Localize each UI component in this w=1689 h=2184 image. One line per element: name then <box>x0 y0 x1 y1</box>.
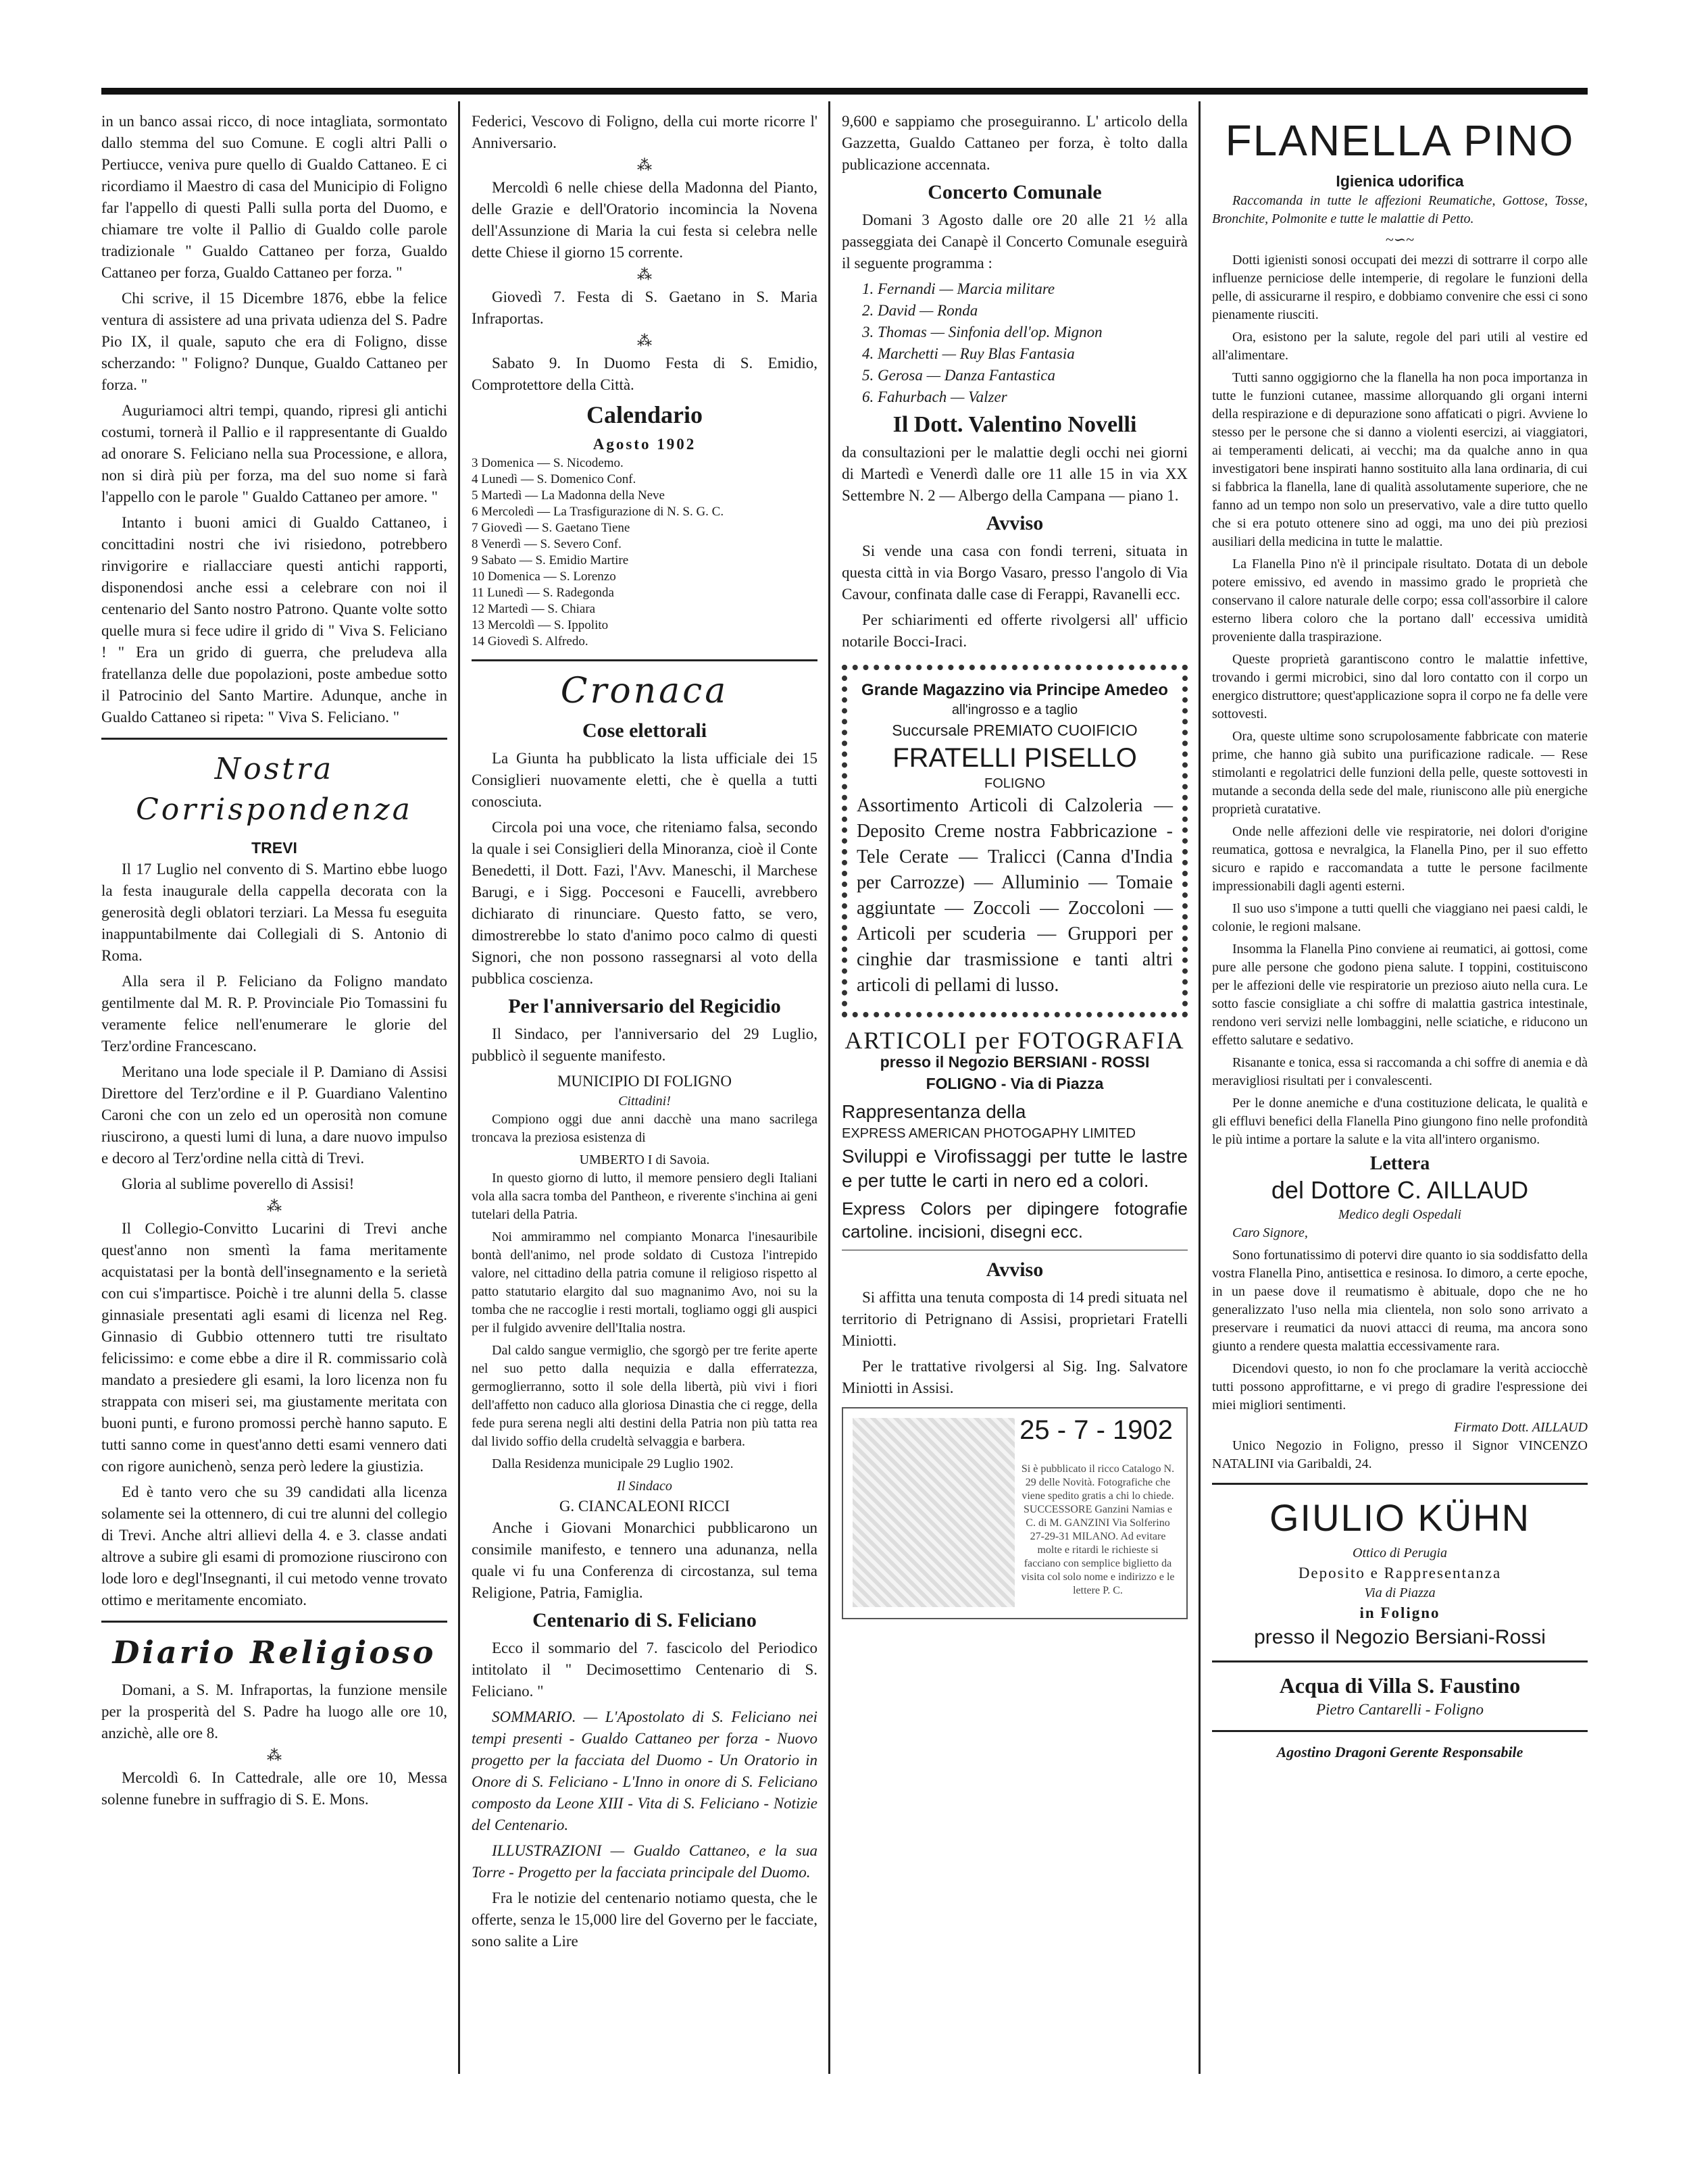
paragraph: Chi scrive, il 15 Dicembre 1876, ebbe la felice ventura di assistere ad una privata udienza del S. Padre Pio IX, il quale, saputo che era di Foligno, disse scherzando: " Foligno? Dunque, Gualdo Cattaneo per forza. " <box>101 290 447 393</box>
ad-illustration <box>853 1418 1015 1607</box>
column-4 <box>1212 111 1588 2063</box>
section-rule <box>1212 1660 1588 1662</box>
program-item: 3. Thomas — Sinfonia dell'op. Mignon <box>862 324 1103 340</box>
program-item: 1. Fernandi — Marcia militare <box>862 280 1055 297</box>
column-3 <box>842 111 1188 2063</box>
paragraph: Si affitta una tenuta composta di 14 predi situata nel territorio di Petrignano di Assisi, proprietari Fratelli Miniotti. <box>842 1289 1188 1349</box>
calendar-item: 11 Lunedì — S. Radegonda <box>472 586 614 600</box>
ornament: ~∽~ <box>1385 231 1415 248</box>
manifesto-text: In questo giorno di lutto, il memore pensiero degli Italiani vola alla sacra tomba del Pantheon, e riverente s'inchina ai geni tutelari della Patria. <box>472 1171 817 1222</box>
column-rule <box>1199 101 1201 2074</box>
paragraph: ILLUSTRAZIONI — Gualdo Cattaneo, e la sua Torre - Progetto per la facciata principale del Duomo. <box>472 1842 817 1881</box>
asterism: ⁂ <box>267 1198 282 1215</box>
calendar-item: 8 Venerdì — S. Severo Conf. <box>472 537 622 551</box>
ad-line: all'ingrosso e a taglio <box>951 703 1078 717</box>
section-rule <box>101 1621 447 1623</box>
paragraph: Tutti sanno oggigiorno che la flanella ha non poca importanza in tutte le funzioni cutanee, massime allorquando gli organi interni della respirazione e di depurazione sono affaticati o pigri. Avviene lo stesso per le persone che si danno a violenti esercizi, ai viaggiatori, ai temperamenti delicati, ai vecchi; ma da qualche anno in qua investigatori bene inspirati hanno sostituito alla lana ordinaria, di cui si fabbrica la flanella, lane di qualità assolutamente superiore, che ne fanno ad un tempo non solo un preservativo, vale a dire tutto quello che si era potuto ottenere sino ad oggi, ma uno dei più preziosi ausiliari della medicina in tutte le malattie. <box>1212 370 1588 549</box>
asterism: ⁂ <box>267 1747 282 1764</box>
paragraph: Per le donne anemiche e d'una costituzione delicata, le qualità e gli effluvi benefici della Flanella Pino giungono fino nelle profondità le più intime a portare la salute e la vita all'intero organismo. <box>1212 1096 1588 1147</box>
paragraph: da consultazioni per le malattie degli occhi nei giorni di Martedì e Venerdì dalle ore 11 alle 15 in via XX Settembre N. 2 — Albergo della Campana — piano 1. <box>842 444 1188 504</box>
heading: Cose elettorali <box>582 719 707 742</box>
heading: Avviso <box>986 512 1044 534</box>
paragraph: 9,600 e sappiamo che proseguiranno. L' articolo della Gazzetta, Gualdo Cattaneo per forza, è tolto dalla publicazione accennata. <box>842 113 1188 173</box>
signature-name: G. CIANCALEONI RICCI <box>559 1498 730 1515</box>
paragraph: Anche i Giovani Monarchici pubblicarono un consimile manifesto, e tennero una adunanza, nella quale vi fu una Conferenza di circostanza, sul tema Religione, Patria, Famiglia. <box>472 1519 817 1601</box>
paragraph: Meritano una lode speciale il P. Damiano di Assisi Direttore del Terz'ordine e il P. Guardiano Valentino Caroni che con un zelo ed un operosità non comune riuscirono, a questi lumi di luna, a dare nuovo impulso e decoro al Terz'ordine nella città di Trevi. <box>101 1063 447 1167</box>
ad-line: Deposito e Rappresentanza <box>1298 1565 1502 1581</box>
dateline: TREVI <box>251 839 297 857</box>
ad-line: EXPRESS AMERICAN PHOTOGAPHY LIMITED <box>842 1126 1136 1141</box>
calendar-item: 12 Martedì — S. Chiara <box>472 602 596 616</box>
paragraph: Onde nelle affezioni delle vie respiratorie, nei dolori d'origine reumatica, gottosa e nevralgica, la Flanella Pino, per il suo effetto sicuro e rapido e raccomandata a tutte le persone facilmente impressionabili dagli agenti esterni. <box>1212 824 1588 894</box>
calendar-title: Calendario <box>586 401 703 428</box>
paragraph: in un banco assai ricco, di noce intagliata, sormontato dallo stemma del suo Comune. E cogli altri Palli o Pertiucce, veniva pure quello di Gualdo Cattaneo. E ci ricordiamo il Maestro di casa del Municipio di Foligno far l'appello di questi Palli sulla porta del Duomo, e chiamare tre volte il Pallio di Gualdo colle parole tradizionale " Gualdo Cattaneo per forza, Gualdo Cattaneo per forza, Gualdo Cattaneo per forza. " <box>101 113 447 281</box>
paragraph: Auguriamoci altri tempi, quando, ripresi gli antichi costumi, tornerà il Pallio e il rappresentante di Gualdo ad onorare S. Feliciano nella sua Processione, e allora, non si dirà più per forza, ma del suo nome si farà l'appello con le parole " Gualdo Cattaneo per amore. " <box>101 402 447 505</box>
heading: Avviso <box>986 1259 1044 1281</box>
calendar-item: 14 Giovedì S. Alfredo. <box>472 634 588 649</box>
signature: Firmato Dott. AILLAUD <box>1454 1420 1588 1435</box>
manifesto-salutation: Cittadini! <box>618 1094 671 1109</box>
calendar-item: 3 Domenica — S. Nicodemo. <box>472 456 624 470</box>
calendar-month: Agosto 1902 <box>593 436 697 453</box>
manifesto-text: Noi ammirammo nel compianto Monarca l'inesauribile bontà dell'animo, nel prode soldato di Custoza l'intrepido valore, nel cittadino della patria comune il religioso rispetto al patto statutario elargito dal suo magnanimo Avo, noi su la tomba che ne raccoglie i resti mortali, togliamo oggi gli auspici per il fulgido avvenire dell'Italia nostra. <box>472 1229 817 1336</box>
program-item: 4. Marchetti — Ruy Blas Fantasia <box>862 345 1075 362</box>
paragraph: Domani, a S. M. Infraportas, la funzione mensile per la prosperità del S. Padre ha luogo alle ore 10, anzichè, alle ore 8. <box>101 1681 447 1742</box>
ad-line: Via di Piazza <box>1364 1585 1436 1600</box>
paragraph: Ecco il sommario del 7. fascicolo del Periodico intitolato il " Decimosettimo Centenario di S. Feliciano. " <box>472 1640 817 1700</box>
gerente-line: Agostino Dragoni Gerente Responsabile <box>1276 1744 1523 1760</box>
section-rule <box>1212 1730 1588 1732</box>
paragraph: La Flanella Pino n'è il principale risultato. Dotata di un debole potere emissivo, ed avendo in massimo grado le proprietà che conservano il calore naturale delle corpo; essa coll'assorbire il calore esterno libera coloro che la portano dall' eccessiva umidità proveniente dalla traspirazione. <box>1212 557 1588 644</box>
paragraph: Ora, queste ultime sono scrupolosamente fabbricate con materie prime, che hanno già subito una purificazione radicale. — Rese stimolanti e regolatrici delle funzioni della pelle, queste sottovesti in mutande a seconda della sede del male, riuniscono alle più energiche proprietà curatative. <box>1212 729 1588 817</box>
paragraph: Circola poi una voce, che riteniamo falsa, secondo la quale i sei Consiglieri della Minoranza, cioè il Conte Benedetti, il Dott. Fazi, l'Avv. Maneschi, il Marchese Barugi, e i Sigg. Poccesoni e Faucelli, avrebbero dichiarato di rinunciare. Questo fatto, se vero, dimostrerebbe lo stato d'animo poco calmo di questi Signori, che non possono rassegnarsi al voto della pubblica coscienza. <box>472 819 817 987</box>
subheading: Medico degli Ospedali <box>1338 1207 1462 1222</box>
section-rule <box>472 659 817 661</box>
paragraph: Caro Signore, <box>1232 1225 1308 1240</box>
heading: Centenario di S. Feliciano <box>532 1609 757 1631</box>
heading: del Dottore C. AILLAUD <box>1271 1176 1529 1204</box>
paragraph: Sono fortunatissimo di potervi dire quanto io sia soddisfatto della vostra Flanella Pino, antisettica e resinosa. Io dimoro, a certe epoche, in un paese dove il reumatismo è abituale, dopo che ne ho generalizzato l'uso nella mia clientela, non solo sono arrivato a preservare i reumatici da nuovi attacci di reuma, ma ancora sono giunto a rendere questa malattia eccessivamente rara. <box>1212 1248 1588 1354</box>
column-2 <box>472 111 817 2063</box>
calendar-item: 6 Mercoledì — La Trasfigurazione di N. S. G. C. <box>472 505 724 519</box>
paragraph: Gloria al sublime poverello di Assisi! <box>122 1175 355 1192</box>
section-rule <box>1212 1483 1588 1485</box>
calendar-item: 5 Martedì — La Madonna della Neve <box>472 488 665 503</box>
paragraph: Per le trattative rivolgersi al Sig. Ing. Salvatore Miniotti in Assisi. <box>842 1358 1188 1396</box>
paragraph: Fra le notizie del centenario notiamo questa, che le offerte, senza le 15,000 lire del Governo per le facciate, sono salite a Lire <box>472 1889 817 1950</box>
heading: Il Dott. Valentino Novelli <box>892 412 1137 437</box>
calendar-item: 10 Domenica — S. Lorenzo <box>472 569 616 584</box>
paragraph: Mercoldì 6. In Cattedrale, alle ore 10, Messa solenne funebre in suffragio di S. E. Mons. <box>101 1769 447 1808</box>
paragraph: Federici, Vescovo di Foligno, della cui morte ricorre l' Anniversario. <box>472 113 817 151</box>
ad-line: in Foligno <box>1359 1604 1440 1621</box>
paragraph: Il Collegio-Convitto Lucarini di Trevi anche quest'anno non smentì la fama meritamente acquistatasi per la bontà dell'insegnamento e la serietà con cui s'impartisce. Poichè i tre alunni della 5. classe ginnasiale presentati agli esami di licenza nel Reg. Ginnasio di Gubbio ottennero tutti tre risultato felicissimo: e come ebbe a dire il R. commissario colà mandato a presiedere gli esami, la loro licenza non fu strappata con miseri sei, ma giustamente meritata con buoni punti, e furono promossi perchè hanno saputo. E tutti sanno come in quest'anno detti esami vennero dati con rigore aunichenò, senza però ledere la giustizia. <box>101 1220 447 1475</box>
calendar-list <box>472 455 817 650</box>
paragraph: Dicendovi questo, io non fo che proclamare la verità acciocchè tutti possono approfittarne, e vi prego di gradire l'espressione dei miei migliori sentimenti. <box>1212 1361 1588 1413</box>
signature-role: Il Sindaco <box>617 1479 672 1494</box>
paragraph: Intanto i buoni amici di Gualdo Cattaneo, i concittadini nostri che ivi risiedono, potrebbero rinvigorire e riallacciare questi antichi rapporti, disponendosi anche essi a celebrare con noi il centenario del Santo nostro Patrono. Quante volte sotto quelle mura si fece udire il grido di " Viva S. Feliciano ! " Era un grido di guerra, che preludeva alla fratellanza delle due popolazioni, poste ambedue sotto il Patrocinio del Santo Martire. Adunque, anche in Gualdo Cattaneo si ripeta: " Viva S. Feliciano. " <box>101 514 447 726</box>
manifesto-name: UMBERTO I di Savoia. <box>579 1152 710 1167</box>
ad-line: Ottico di Perugia <box>1353 1546 1447 1560</box>
paragraph: Il suo uso s'impone a tutti quelli che viaggiano nei paesi caldi, le colonie, le regioni malsane. <box>1212 901 1588 934</box>
manifesto-text: Dal caldo sangue vermiglio, che sgorgò per tre ferite aperte nel suo petto dalla nequizia e dalla efferratezza, germoglierranno, sotto il sole della libertà, più vivi i fiori dell'affetto non caduco alla gloriosa Dinastia che ci regge, della fede pura serena negli alti destini della Patria non più tatta rea dal livido soffio della crudeltà selvaggia e barbera. <box>472 1343 817 1449</box>
heading: Concerto Comunale <box>928 181 1102 203</box>
paragraph: Mercoldì 6 nelle chiese della Madonna del Pianto, delle Grazie e dell'Oratorio incomincia la Novena dell'Assunzione di Maria la cui festa si celebra nelle dette Chiese il giorno 15 corrente. <box>472 179 817 261</box>
heading: Lettera <box>1369 1153 1430 1174</box>
paragraph: Domani 3 Agosto dalle ore 20 alle 21 ½ alla passeggiata dei Canapè il Concerto Comunale eseguirà il seguente programma : <box>842 211 1188 272</box>
ad-acqua-title: Acqua di Villa S. Faustino <box>1279 1673 1521 1698</box>
advertisement-ganzini <box>842 1407 1188 1619</box>
ad-body: Sviluppi e Virofissaggi per tutte le lastre e per tutte le carti in nero ed a colori. <box>842 1146 1188 1191</box>
paragraph: Sabato 9. In Duomo Festa di S. Emidio, Comprotettore della Città. <box>472 355 817 393</box>
ad-company: FRATELLI PISELLO <box>892 743 1137 773</box>
concert-program <box>842 278 1188 408</box>
section-header-corrispondenza: Nostra Corrispondenza <box>136 752 413 827</box>
paragraph: Risanante e tonica, essa si raccomanda a chi soffre di anemia e dà meravigliosi risultati per i convalescenti. <box>1212 1055 1588 1088</box>
asterism: ⁂ <box>637 332 652 349</box>
paragraph: Ora, esistono per la salute, regole del pari utili al vestire ed all'alimentare. <box>1212 330 1588 363</box>
column-1 <box>101 111 447 2063</box>
program-item: 6. Fahurbach — Valzer <box>862 388 1007 405</box>
paragraph: Per schiarimenti ed offerte rivolgersi all' ufficio notarile Bocci-Iraci. <box>842 611 1188 650</box>
ad-flanella-title: FLANELLA PINO <box>1225 116 1575 165</box>
program-item: 5. Gerosa — Danza Fantastica <box>862 367 1056 384</box>
ad-line: FOLIGNO - Via di Piazza <box>926 1075 1104 1092</box>
paragraph: Si vende una casa con fondi terreni, situata in questa città in via Borgo Vasaro, presso l'angolo di Via Cavour, confinata dalle case di Ferappi, Ravanelli ecc. <box>842 542 1188 603</box>
section-rule <box>101 738 447 740</box>
manifesto-text: Dalla Residenza municipale 29 Luglio 1902. <box>492 1456 734 1471</box>
ad-line: Rappresentanza della <box>842 1101 1026 1122</box>
column-rule <box>828 101 830 2074</box>
paragraph: Il Sindaco, per l'anniversario del 29 Luglio, pubblicò il seguente manifesto. <box>472 1025 817 1064</box>
paragraph: La Giunta ha pubblicato la lista ufficiale dei 15 Consiglieri nuovamente eletti, che è quella a tutti conosciuta. <box>472 750 817 810</box>
paragraph: Alla sera il P. Feliciano da Foligno mandato gentilmente dal M. R. P. Provinciale Pio Tomassini fu veramente felice nell'enumerare le glorie del Terz'ordine Francescano. <box>101 973 447 1055</box>
section-header-cronaca: Cronaca <box>560 671 729 711</box>
paragraph: Raccomanda in tutte le affezioni Reumatiche, Gottose, Tosse, Bronchite, Polmonite e tutte le malattie di Petto. <box>1212 193 1588 226</box>
manifesto-text: Compiono oggi due anni dacchè una mano sacrilega troncava la preziosa esistenza di <box>472 1112 817 1145</box>
calendar-item: 9 Sabato — S. Emidio Martire <box>472 553 629 567</box>
ad-text: Si è pubblicato il ricco Catalogo N. 29 delle Novità. Fotografiche che viene spedito gratis a chi lo chiede. SUCCESSORE Ganzini Namias e C. di M. GANZINI Via Solferino 27-29-31 MILANO. Ad evitare molte e ritardi le richieste si facciano con semplice biglietto da visita col solo nome e indirizzo e le lettere P. C. <box>1021 1463 1175 1596</box>
ad-line: presso il Negozio BERSIANI - ROSSI <box>880 1053 1150 1071</box>
ad-city: FOLIGNO <box>984 776 1045 791</box>
paragraph: SOMMARIO. — L'Apostolato di S. Feliciano nei tempi presenti - Gualdo Cattaneo per forza - Nuovo progetto per la facciata del Duomo - Un Oratorio in Onore di S. Feliciano - L'Inno in onore di S. Feliciano composto da Leone XIII - Vita di S. Feliciano - Notizie del Centenario. <box>472 1708 817 1833</box>
paragraph: Unico Negozio in Foligno, presso il Signor VINCENZO NATALINI via Garibaldi, 24. <box>1212 1438 1588 1471</box>
ad-line: Grande Magazzino via Principe Amedeo <box>861 681 1168 699</box>
top-rule <box>101 88 1588 95</box>
program-item: 2. David — Ronda <box>862 302 978 319</box>
ad-kuhn-title: GIULIO KÜHN <box>1269 1496 1531 1539</box>
ad-flanella-subtitle: Igienica udorifica <box>1336 172 1464 190</box>
ad-date: 25 - 7 - 1902 <box>1019 1415 1173 1445</box>
ad-line: Succursale PREMIATO CUOIFICIO <box>892 721 1138 739</box>
calendar-item: 13 Mercoldì — S. Ippolito <box>472 618 609 632</box>
paragraph: Dotti igienisti sonosi occupati dei mezzi di sottrarre il corpo alle influenze perniciose delle intemperie, di regolare le funzioni della pelle, di assicurarne il respiro, e dobbiamo convenire che essi ci sono pienamente riusciti. <box>1212 253 1588 322</box>
asterism: ⁂ <box>637 157 652 174</box>
ad-line: presso il Negozio Bersiani-Rossi <box>1254 1626 1546 1648</box>
newspaper-page <box>101 88 1588 2087</box>
heading: Per l'anniversario del Regicidio <box>508 995 781 1017</box>
advertisement-fotografia <box>842 1027 1188 1243</box>
asterism: ⁂ <box>637 266 652 283</box>
column-rule <box>458 101 460 2074</box>
ad-body: Assortimento Articoli di Calzoleria — Deposito Creme nostra Fabbricazione - Tele Cerate — Tralicci (Canna d'India per Carrozze) — Alluminio — Tomaie aggiuntate — Zoccoli — Zoccoloni — Articoli per scuderia — Gruppori per cinghie dar trasmissione e tanti altri articoli di pellami di lusso. <box>857 795 1173 996</box>
section-header-diario: Diario Religioso <box>112 1634 436 1671</box>
paragraph: Ed è tanto vero che su 39 candidati alla licenza solamente sei la ottennero, di cui tre alunni del collegio di Trevi. Anche altri allievi della 4. e 3. classe andati altrove a subire gli esami di promozione riuscirono con lode loro e degl'Insegnanti, il cui metodo venne trovato ottimo e meritamente encomiato. <box>101 1483 447 1608</box>
advertisement-pisello <box>842 665 1188 1017</box>
ad-title: ARTICOLI per FOTOGRAFIA <box>844 1027 1185 1054</box>
ad-acqua-subtitle: Pietro Cantarelli - Foligno <box>1315 1701 1484 1718</box>
ad-body: Express Colors per dipingere fotografie cartoline. incisioni, disegni ecc. <box>842 1198 1188 1242</box>
paragraph: Queste proprietà garantiscono contro le malattie infettive, trovando i germi microbici, sino dal loro contatto con il corpo un energico distruttore; quest'applicazione sopra il corpo ne fa delle vere sottovesti. <box>1212 652 1588 721</box>
paragraph: Il 17 Luglio nel convento di S. Martino ebbe luogo la festa inaugurale della cappella decorata con la generosità degli oblatori terziari. La Messa fu eseguita inappuntabilmente dai Collegiali di S. Antonio di Roma. <box>101 861 447 964</box>
calendar-item: 7 Giovedì — S. Gaetano Tiene <box>472 521 630 535</box>
calendar-item: 4 Lunedì — S. Domenico Conf. <box>472 472 636 486</box>
paragraph: Giovedì 7. Festa di S. Gaetano in S. Maria Infraportas. <box>472 288 817 327</box>
manifesto-title: MUNICIPIO DI FOLIGNO <box>557 1073 732 1090</box>
paragraph: Insomma la Flanella Pino conviene ai reumatici, ai gottosi, come pure alle persone che godono piena salute. I toppini, costituiscono per le affezioni delle vie respiratorie un prezioso aiuto nella cura. Le sotto fascie consigliate a chi soffre di malattia gastrica intestinale, rendono veri servizi nelle lombaggini, nelle sciatiche, e riducono un effetto salutare e sedativo. <box>1212 942 1588 1048</box>
